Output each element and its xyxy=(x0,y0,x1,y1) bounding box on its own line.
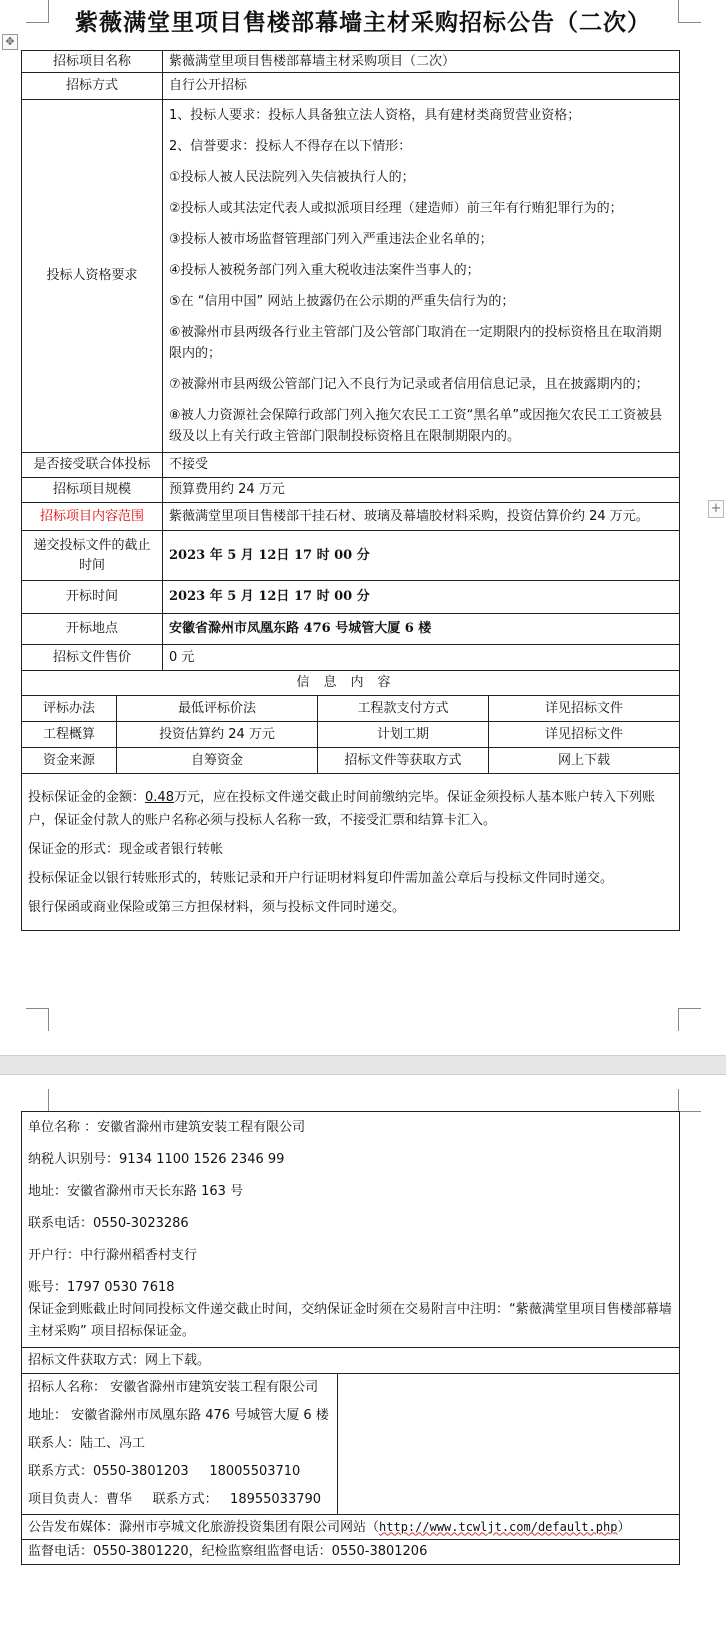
doc-price-value[interactable]: 0 元 xyxy=(163,645,680,671)
info-value[interactable]: 投资估算约 24 万元 xyxy=(117,722,318,748)
page-separator xyxy=(0,1055,726,1075)
doc-method[interactable]: 招标文件获取方式：网上下载。 xyxy=(22,1348,680,1374)
method-value[interactable]: 自行公开招标 xyxy=(163,73,680,100)
qualification-line: 1、投标人要求：投标人具备独立法人资格，具有建材类商贸营业资格； xyxy=(169,108,581,123)
qualification-line: 2、信誉要求：投标人不得存在以下情形： xyxy=(169,139,412,154)
page-title: 紫薇满堂里项目售楼部幕墙主材采购招标公告（二次） xyxy=(75,9,651,36)
consortium-value[interactable]: 不接受 xyxy=(163,453,680,478)
info-header: 信息内容 xyxy=(22,671,680,696)
account-address: 地址：安徽省滁州市天长东路 163 号 xyxy=(28,1184,244,1199)
table-row xyxy=(22,1112,680,1348)
publish-media-close: ） xyxy=(617,1519,631,1535)
table-row xyxy=(22,671,680,696)
qualification-line: ①投标人被人民法院列入失信被执行人的； xyxy=(169,170,415,185)
qualification-line: ②投标人或其法定代表人或拟派项目经理（建造师）前三年有行贿犯罪行为的； xyxy=(169,201,623,216)
deadline-value[interactable]: 2023 年 5 月 12日 17 时 00 分 xyxy=(163,531,680,581)
payment-contact-table xyxy=(21,1111,680,1565)
deposit-amount: 0.48 xyxy=(145,789,174,805)
page-corner-mark xyxy=(26,1008,49,1031)
info-table xyxy=(21,670,680,931)
contact-tenderee: 招标人名称： 安徽省滁州市建筑安装工程有限公司 xyxy=(28,1380,319,1395)
row-label: 招标文件售价 xyxy=(22,645,163,671)
table-row xyxy=(22,722,680,748)
deposit-amount-line xyxy=(28,783,673,835)
info-value[interactable]: 网上下载 xyxy=(489,748,680,774)
table-row xyxy=(22,1348,680,1374)
publish-media-label: 公告发布媒体：滁州市亭城文化旅游投资集团有限公司网站（ xyxy=(28,1519,380,1535)
deposit-transfer-note: 投标保证金以银行转账形式的，转账记录和开户行证明材料复印件需加盖公章后与投标文件同时递交。 xyxy=(28,870,614,886)
add-row-icon[interactable]: + xyxy=(708,500,724,518)
account-memo: 保证金到账截止时间同投标文件递交截止时间，交纳保证金时须在交易附言中注明：“紫薇满堂里项目售楼部幕墙主材采购” 项目招标保证金。 xyxy=(28,1302,672,1339)
info-value[interactable]: 详见招标文件 xyxy=(489,722,680,748)
qualification-line: ③投标人被市场监督管理部门列入严重违法企业名单的； xyxy=(169,232,493,247)
table-row xyxy=(22,1515,680,1540)
contact-cell[interactable] xyxy=(22,1374,338,1515)
table-row xyxy=(22,100,680,453)
row-label: 开标时间 xyxy=(22,581,163,614)
account-tax-id: 纳税人识别号：9134 1100 1526 2346 99 xyxy=(28,1152,285,1167)
row-label: 招标项目名称 xyxy=(22,51,163,73)
info-value[interactable]: 自筹资金 xyxy=(117,748,318,774)
table-row xyxy=(22,1540,680,1565)
qualification-line: ⑥被滁州市县两级各行业主管部门及公管部门取消在一定期限内的投标资格且在取消期限内的； xyxy=(169,325,662,361)
table-row xyxy=(22,645,680,671)
table-row xyxy=(22,51,680,73)
table-row xyxy=(22,73,680,100)
page-corner-mark xyxy=(678,1008,701,1031)
project-name-value[interactable]: 紫薇满堂里项目售楼部幕墙主材采购项目（二次） xyxy=(163,51,680,73)
info-label: 招标文件等获取方式 xyxy=(318,748,489,774)
opening-place-value[interactable]: 安徽省滁州市凤凰东路 476 号城管大厦 6 楼 xyxy=(163,614,680,645)
contact-phone: 联系方式：0550-3801203 18005503710 xyxy=(28,1464,301,1479)
row-label: 递交投标文件的截止时间 xyxy=(22,531,163,581)
opening-time-value[interactable]: 2023 年 5 月 12日 17 时 00 分 xyxy=(163,581,680,614)
table-row xyxy=(22,696,680,722)
deposit-guarantee-note: 银行保函或商业保险或第三方担保材料，须与投标文件同时递交。 xyxy=(28,899,406,915)
row-label-highlighted: 招标项目内容范围 xyxy=(22,503,163,531)
table-row xyxy=(22,531,680,581)
page-corner-mark xyxy=(26,1089,49,1112)
row-label: 开标地点 xyxy=(22,614,163,645)
table-row xyxy=(22,478,680,503)
deposit-amount-text: 万元，应在投标文件递交截止时间前缴纳完毕。保证金须投标人基本账户转入下列账户，保证金付款人的账户名称必须与投标人名称一致，不接受汇票和结算卡汇入。 xyxy=(28,789,655,828)
publish-media[interactable] xyxy=(22,1515,680,1540)
qualification-cell[interactable] xyxy=(163,100,680,453)
info-label: 工程概算 xyxy=(22,722,117,748)
row-label: 招标项目规模 xyxy=(22,478,163,503)
info-label: 计划工期 xyxy=(318,722,489,748)
account-unit: 单位名称 ：安徽省滁州市建筑安装工程有限公司 xyxy=(28,1120,306,1135)
row-label: 招标方式 xyxy=(22,73,163,100)
info-value[interactable]: 详见招标文件 xyxy=(489,696,680,722)
contact-manager: 项目负责人：曹华 联系方式： 18955033790 xyxy=(28,1492,322,1507)
row-label: 投标人资格要求 xyxy=(22,100,163,453)
table-row xyxy=(22,748,680,774)
info-value[interactable]: 最低评标价法 xyxy=(117,696,318,722)
account-info-cell[interactable] xyxy=(22,1112,680,1348)
table-move-handle-icon[interactable]: ✥ xyxy=(2,34,18,50)
qualification-line: ⑤在 “信用中国” 网站上披露仍在公示期的严重失信行为的； xyxy=(169,294,515,309)
info-label: 资金来源 xyxy=(22,748,117,774)
table-row xyxy=(22,503,680,531)
table-row xyxy=(22,453,680,478)
table-row xyxy=(22,581,680,614)
scope-value[interactable]: 紫薇满堂里项目售楼部干挂石材、玻璃及幕墙胶材料采购，投资估算价约 24 万元。 xyxy=(163,503,680,531)
account-bank: 开户行：中行滁州稻香村支行 xyxy=(28,1248,198,1263)
contact-address: 地址： 安徽省滁州市凤凰东路 476 号城管大厦 6 楼 xyxy=(28,1408,329,1423)
info-label: 工程款支付方式 xyxy=(318,696,489,722)
empty-cell xyxy=(338,1374,680,1515)
account-phone: 联系电话：0550-3023286 xyxy=(28,1216,189,1231)
page-corner-mark xyxy=(678,1089,701,1112)
contact-person: 联系人：陆工、冯工 xyxy=(28,1436,146,1451)
row-label: 是否接受联合体投标 xyxy=(22,453,163,478)
document-page-2 xyxy=(0,1075,726,1627)
qualification-line: ④投标人被税务部门列入重大税收违法案件当事人的； xyxy=(169,263,480,278)
table-row xyxy=(22,774,680,931)
info-label: 评标办法 xyxy=(22,696,117,722)
tender-info-table xyxy=(21,50,680,671)
publish-media-link[interactable]: http://www.tcwljt.com/default.php xyxy=(379,1519,618,1534)
table-row xyxy=(22,1374,680,1515)
deposit-form: 保证金的形式：现金或者银行转帐 xyxy=(28,841,224,857)
scale-value[interactable]: 预算费用约 24 万元 xyxy=(163,478,680,503)
qualification-line: ⑦被滁州市县两级公管部门记入不良行为记录或者信用信息记录，且在披露期内的； xyxy=(169,377,649,392)
deposit-amount-label: 投标保证金的金额： xyxy=(28,789,146,805)
account-number: 账号：1797 0530 7618 xyxy=(28,1280,175,1295)
table-row xyxy=(22,614,680,645)
deposit-cell[interactable] xyxy=(22,774,680,931)
supervision-phone[interactable]: 监督电话：0550-3801220，纪检监察组监督电话：0550-3801206 xyxy=(22,1540,680,1565)
qualification-line: ⑧被人力资源社会保障行政部门列入拖欠农民工工资“黑名单”或因拖欠农民工工资被县级及以上有关行政主管部门限制投标资格且在限制期限内的。 xyxy=(169,408,663,444)
